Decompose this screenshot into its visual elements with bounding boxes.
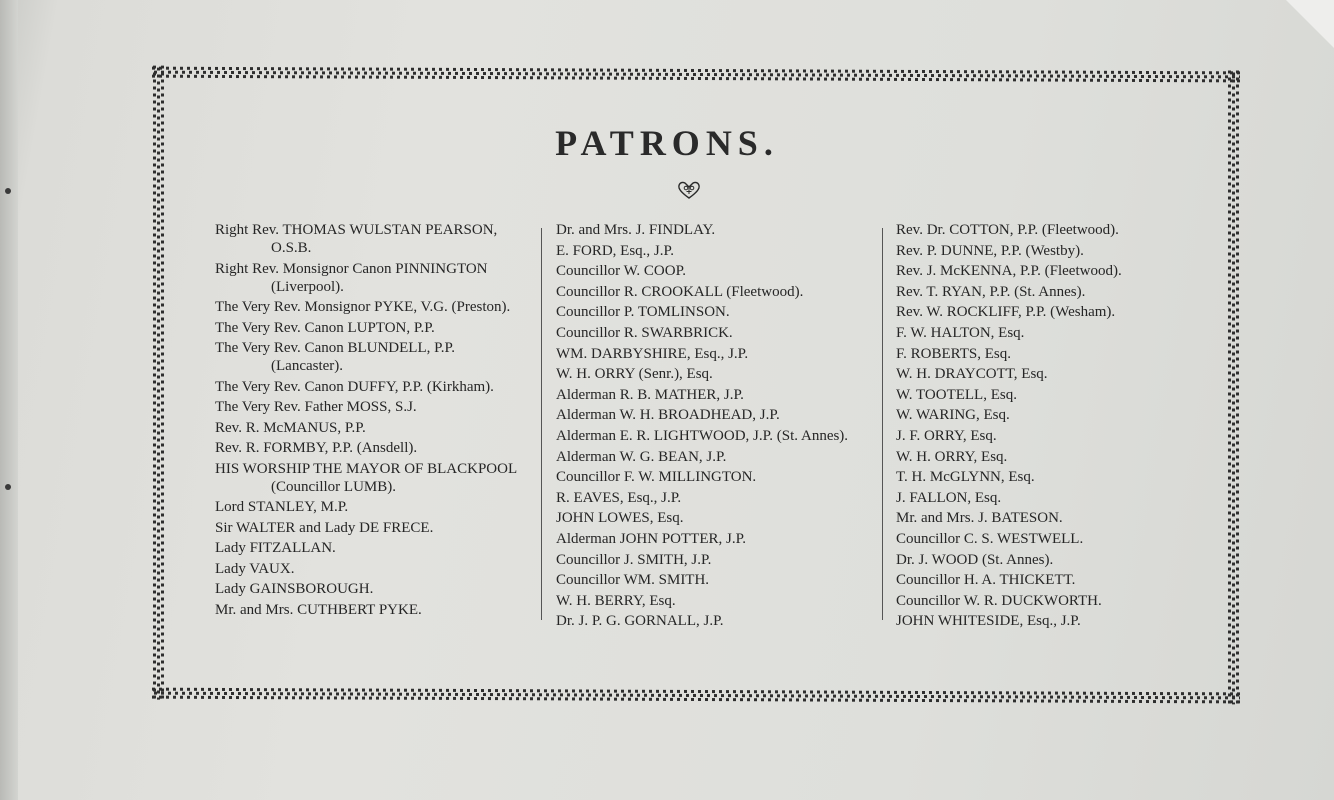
page-binding-edge <box>0 0 18 800</box>
patron-entry <box>556 406 876 424</box>
patron-name: W. TOOTELL, Esq. <box>896 386 1017 403</box>
patron-entry <box>896 530 1226 548</box>
patron-name: Councillor C. S. WESTWELL. <box>896 530 1084 547</box>
patron-entry <box>896 448 1226 466</box>
patron-entry <box>215 519 535 537</box>
patron-entry <box>556 303 876 321</box>
patron-entry <box>215 298 535 316</box>
patron-name: The Very Rev. Monsignor PYKE, V.G. (Preston). <box>215 299 511 315</box>
patron-name: JOHN WHITESIDE, Esq., J.P. <box>896 613 1081 630</box>
patron-name: Alderman R. B. MATHER, J.P. <box>556 386 744 403</box>
page-corner <box>1286 0 1334 48</box>
patron-name-continuation: (Liverpool). <box>271 278 344 295</box>
patron-name: Rev. T. RYAN, P.P. (St. Annes). <box>896 283 1086 300</box>
column-divider <box>882 228 883 620</box>
patron-entry <box>556 551 876 569</box>
patron-entry <box>896 242 1226 260</box>
patron-entry <box>215 221 535 257</box>
patron-name: J. F. ORRY, Esq. <box>896 427 997 444</box>
patron-entry <box>556 221 876 239</box>
binding-hole <box>5 484 11 490</box>
patron-name: Alderman JOHN POTTER, J.P. <box>556 530 746 547</box>
patron-name-continuation: (Councillor LUMB). <box>271 478 396 495</box>
patron-name: E. FORD, Esq., J.P. <box>556 242 674 259</box>
patron-name: Councillor WM. SMITH. <box>556 572 710 589</box>
patron-name: Lord STANLEY, M.P. <box>215 499 349 515</box>
patron-name: Councillor F. W. MILLINGTON. <box>556 469 757 486</box>
patron-name: Councillor J. SMITH, J.P. <box>556 551 712 568</box>
patron-name: Dr. J. WOOD (St. Annes). <box>896 551 1054 568</box>
page-title: PATRONS. <box>555 123 779 163</box>
patron-name: Lady GAINSBOROUGH. <box>215 581 374 597</box>
patron-name: Right Rev. THOMAS WULSTAN PEARSON, <box>215 222 498 238</box>
patron-name: W. H. DRAYCOTT, Esq. <box>896 366 1048 383</box>
patron-name: Councillor W. R. DUCKWORTH. <box>896 592 1102 609</box>
patron-entry <box>215 601 535 619</box>
patron-entry <box>215 398 535 416</box>
patron-entry <box>896 427 1226 445</box>
patron-name: W. WARING, Esq. <box>896 407 1010 424</box>
binding-hole <box>5 188 11 194</box>
patron-name: W. H. BERRY, Esq. <box>556 592 676 609</box>
patron-entry <box>215 460 535 496</box>
patron-entry <box>896 509 1226 527</box>
patron-entry <box>896 365 1226 383</box>
patron-name: Alderman W. H. BROADHEAD, J.P. <box>556 407 780 424</box>
patron-name: Councillor R. SWARBRICK. <box>556 324 733 341</box>
patron-entry <box>896 489 1226 507</box>
patron-name: Rev. J. McKENNA, P.P. (Fleetwood). <box>896 263 1122 280</box>
patron-entry <box>215 560 535 578</box>
border-right <box>1227 70 1240 704</box>
patron-name: The Very Rev. Canon BLUNDELL, P.P. <box>215 340 455 356</box>
patron-name: Rev. W. ROCKLIFF, P.P. (Wesham). <box>896 304 1116 321</box>
patron-entry <box>556 262 876 280</box>
patron-entry <box>215 439 535 457</box>
patron-name: Rev. P. DUNNE, P.P. (Westby). <box>896 242 1084 259</box>
patron-entry <box>896 283 1226 301</box>
heart-ornament-icon <box>677 180 701 200</box>
patron-name: Councillor R. CROOKALL (Fleetwood). <box>556 283 804 300</box>
patron-name: W. H. ORRY, Esq. <box>896 448 1008 465</box>
patron-entry <box>556 324 876 342</box>
patron-entry <box>215 339 535 375</box>
patron-entry <box>896 612 1226 630</box>
patron-entry <box>215 319 535 337</box>
column-divider <box>541 228 542 620</box>
patron-entry <box>556 448 876 466</box>
patron-entry <box>896 262 1226 280</box>
patrons-column-2 <box>556 221 876 633</box>
patron-entry <box>896 324 1226 342</box>
patron-entry <box>215 498 535 516</box>
patron-entry <box>896 468 1226 486</box>
patron-name: Dr. J. P. G. GORNALL, J.P. <box>556 613 724 630</box>
patron-name: Mr. and Mrs. J. BATESON. <box>896 510 1063 527</box>
patron-name: Rev. Dr. COTTON, P.P. (Fleetwood). <box>896 222 1119 238</box>
patron-entry <box>896 303 1226 321</box>
patron-name: Councillor P. TOMLINSON. <box>556 304 730 321</box>
patron-entry <box>556 386 876 404</box>
patron-entry <box>215 378 535 396</box>
patron-name: F. W. HALTON, Esq. <box>896 324 1025 341</box>
patron-name: HIS WORSHIP THE MAYOR OF BLACKPOOL <box>215 460 518 477</box>
patron-entry <box>896 571 1226 589</box>
patron-name-continuation: (Lancaster). <box>271 358 344 374</box>
patron-name: The Very Rev. Canon LUPTON, P.P. <box>215 319 435 336</box>
patron-entry <box>556 489 876 507</box>
patron-name: Councillor W. COOP. <box>556 263 687 280</box>
patron-entry <box>556 592 876 610</box>
patron-name-continuation: O.S.B. <box>271 240 312 256</box>
patron-entry <box>215 539 535 557</box>
patron-name: Rev. R. FORMBY, P.P. (Ansdell). <box>215 440 418 456</box>
patron-entry <box>556 365 876 383</box>
patron-entry <box>556 612 876 630</box>
patron-name: Sir WALTER and Lady DE FRECE. <box>215 519 434 536</box>
border-bottom <box>152 687 1240 705</box>
patron-entry <box>896 592 1226 610</box>
patron-entry <box>556 530 876 548</box>
patron-name: Lady FITZALLAN. <box>215 540 336 556</box>
patron-entry <box>556 345 876 363</box>
patron-entry <box>896 345 1226 363</box>
patron-entry <box>215 419 535 437</box>
patron-name: Rev. R. McMANUS, P.P. <box>215 419 366 436</box>
patron-entry <box>556 283 876 301</box>
patron-entry <box>215 260 535 296</box>
patron-name: Councillor H. A. THICKETT. <box>896 572 1076 589</box>
patrons-column-1 <box>215 221 535 621</box>
patron-entry <box>896 386 1226 404</box>
patron-name: J. FALLON, Esq. <box>896 489 1002 506</box>
border-top <box>152 66 1240 84</box>
patron-entry <box>556 571 876 589</box>
patron-name: Dr. and Mrs. J. FINDLAY. <box>556 222 716 238</box>
patron-name: T. H. McGLYNN, Esq. <box>896 469 1035 486</box>
patron-name: WM. DARBYSHIRE, Esq., J.P. <box>556 345 749 362</box>
patron-name: The Very Rev. Canon DUFFY, P.P. (Kirkham). <box>215 378 494 395</box>
patron-name: Right Rev. Monsignor Canon PINNINGTON <box>215 260 488 277</box>
patron-name: R. EAVES, Esq., J.P. <box>556 489 682 506</box>
patron-name: Mr. and Mrs. CUTHBERT PYKE. <box>215 601 422 618</box>
patron-entry <box>896 221 1226 239</box>
patron-name: JOHN LOWES, Esq. <box>556 510 684 527</box>
patron-entry <box>556 468 876 486</box>
patron-name: W. H. ORRY (Senr.), Esq. <box>556 366 713 383</box>
patron-entry <box>556 509 876 527</box>
patron-name: The Very Rev. Father MOSS, S.J. <box>215 399 417 415</box>
patron-name: Alderman W. G. BEAN, J.P. <box>556 448 727 465</box>
patron-entry <box>556 427 876 445</box>
patron-entry <box>215 580 535 598</box>
patron-name: F. ROBERTS, Esq. <box>896 345 1012 362</box>
patron-name: Lady VAUX. <box>215 560 295 577</box>
patron-entry <box>896 406 1226 424</box>
patron-name: Alderman E. R. LIGHTWOOD, J.P. (St. Annes). <box>556 427 849 444</box>
patrons-column-3 <box>896 221 1226 633</box>
patron-entry <box>556 242 876 260</box>
patron-entry <box>896 551 1226 569</box>
